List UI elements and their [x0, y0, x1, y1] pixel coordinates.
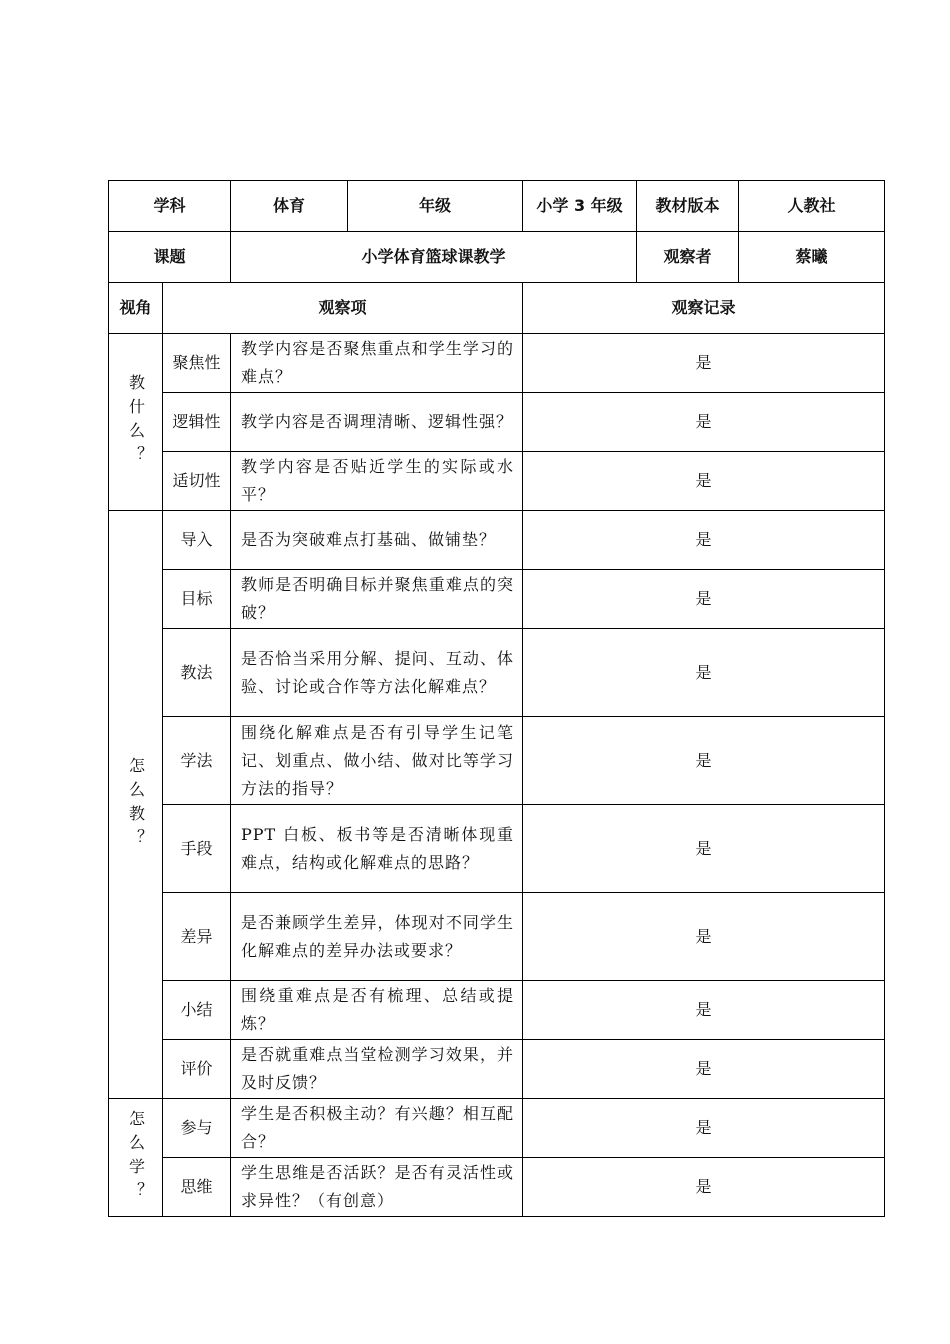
- observation-groups: [109, 334, 885, 1217]
- item-question: 学生是否积极主动？有兴趣？相互配合？: [231, 1099, 523, 1158]
- item-question: 围绕重难点是否有梳理、总结或提炼？: [231, 981, 523, 1040]
- item-question: 教学内容是否聚焦重点和学生学习的难点？: [231, 334, 523, 393]
- table-row: [109, 570, 885, 629]
- item-name: 差异: [163, 893, 231, 981]
- subject-value: 体育: [231, 181, 348, 232]
- item-question: 教学内容是否贴近学生的实际或水平？: [231, 452, 523, 511]
- record-value: 是: [523, 1099, 885, 1158]
- edition-value: 人教社: [739, 181, 885, 232]
- observer-label: 观察者: [637, 232, 739, 283]
- item-name: 参与: [163, 1099, 231, 1158]
- item-question: 围绕化解难点是否有引导学生记笔记、划重点、做小结、做对比等学习方法的指导？: [231, 717, 523, 805]
- table-row: [109, 1158, 885, 1217]
- item-question: 学生思维是否活跃？是否有灵活性或求异性？（有创意）: [231, 1158, 523, 1217]
- grade-label: 年级: [348, 181, 523, 232]
- table-row: [109, 393, 885, 452]
- perspective-label: 怎么学？: [126, 1109, 146, 1206]
- record-header: 观察记录: [523, 283, 885, 334]
- header-row-2: [109, 232, 885, 283]
- item-name: 学法: [163, 717, 231, 805]
- item-name: 评价: [163, 1040, 231, 1099]
- perspective-cell: [109, 511, 163, 1099]
- edition-label: 教材版本: [637, 181, 739, 232]
- record-value: 是: [523, 1158, 885, 1217]
- perspective-label: 教什么？: [126, 374, 146, 470]
- item-name: 目标: [163, 570, 231, 629]
- perspective-cell: [109, 334, 163, 511]
- item-name: 思维: [163, 1158, 231, 1217]
- table-row: [109, 334, 885, 393]
- item-question: 是否就重难点当堂检测学习效果，并及时反馈？: [231, 1040, 523, 1099]
- item-name: 适切性: [163, 452, 231, 511]
- perspective-wrap: [109, 1099, 162, 1216]
- record-value: 是: [523, 452, 885, 511]
- observation-sheet: [108, 180, 841, 1217]
- table-row: [109, 893, 885, 981]
- table-row: [109, 629, 885, 717]
- record-value: 是: [523, 717, 885, 805]
- item-question: 是否为突破难点打基础、做铺垫？: [231, 511, 523, 570]
- perspective-label: 怎么教？: [126, 756, 146, 853]
- record-value: 是: [523, 393, 885, 452]
- column-header-row: [109, 283, 885, 334]
- record-value: 是: [523, 981, 885, 1040]
- item-name: 教法: [163, 629, 231, 717]
- perspective-header: 视角: [109, 283, 163, 334]
- record-value: 是: [523, 1040, 885, 1099]
- header-row-1: [109, 181, 885, 232]
- item-name: 导入: [163, 511, 231, 570]
- topic-label: 课题: [109, 232, 231, 283]
- record-value: 是: [523, 570, 885, 629]
- perspective-cell: [109, 1099, 163, 1217]
- item-question: 教师是否明确目标并聚焦重难点的突破？: [231, 570, 523, 629]
- table-row: [109, 805, 885, 893]
- item-name: 小结: [163, 981, 231, 1040]
- table-row: [109, 511, 885, 570]
- table-row: [109, 981, 885, 1040]
- item-header: 观察项: [163, 283, 523, 334]
- record-value: 是: [523, 334, 885, 393]
- table-row: [109, 717, 885, 805]
- record-value: 是: [523, 511, 885, 570]
- record-value: 是: [523, 893, 885, 981]
- perspective-wrap: [109, 334, 162, 510]
- record-value: 是: [523, 629, 885, 717]
- table-row: [109, 1099, 885, 1158]
- table-row: [109, 452, 885, 511]
- item-name: 手段: [163, 805, 231, 893]
- item-question: PPT 白板、板书等是否清晰体现重难点，结构或化解难点的思路？: [231, 805, 523, 893]
- item-question: 教学内容是否调理清晰、逻辑性强？: [231, 393, 523, 452]
- grade-value: 小学 3 年级: [523, 181, 637, 232]
- observer-value: 蔡曦: [739, 232, 885, 283]
- item-name: 聚焦性: [163, 334, 231, 393]
- record-value: 是: [523, 805, 885, 893]
- item-question: 是否兼顾学生差异，体现对不同学生化解难点的差异办法或要求？: [231, 893, 523, 981]
- item-name: 逻辑性: [163, 393, 231, 452]
- topic-value: 小学体育篮球课教学: [231, 232, 637, 283]
- observation-table: [108, 180, 885, 1217]
- perspective-wrap: [109, 511, 162, 1098]
- table-row: [109, 1040, 885, 1099]
- subject-label: 学科: [109, 181, 231, 232]
- item-question: 是否恰当采用分解、提问、互动、体验、讨论或合作等方法化解难点？: [231, 629, 523, 717]
